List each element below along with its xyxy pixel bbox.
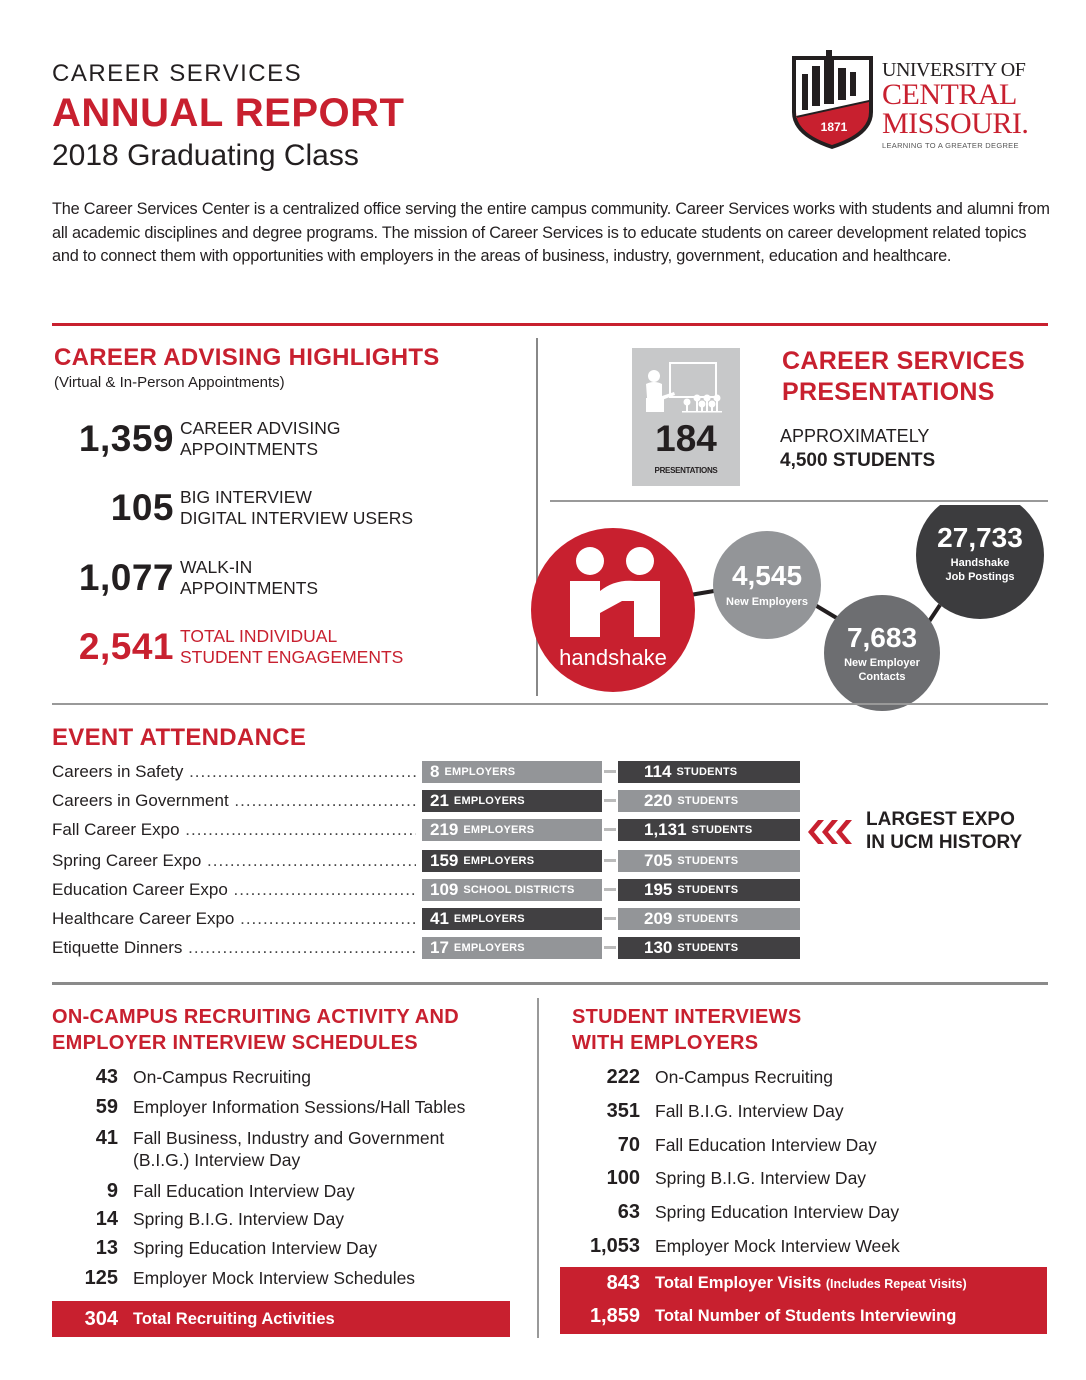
interview-item [560, 1201, 899, 1223]
item-label-line: Employer Information Sessions/Hall Tables [133, 1097, 466, 1117]
employers-unit: EMPLOYERS [453, 913, 525, 925]
interview-item [560, 1134, 877, 1156]
stat-walk-in-appointments [52, 557, 318, 599]
interviews-title-line: WITH EMPLOYERS [572, 1032, 759, 1054]
logo-wordmark [882, 60, 1062, 151]
students-bar [618, 937, 800, 959]
item-label-line: Fall Education Interview Day [133, 1181, 355, 1201]
item-value: 63 [617, 1201, 640, 1223]
total-label: Total Recruiting Activities [133, 1310, 335, 1328]
stat-value: 1,077 [78, 557, 174, 598]
employers-bar [422, 937, 602, 959]
item-label [133, 1267, 415, 1289]
event-row [52, 937, 812, 959]
item-label: Fall Education Interview Day [655, 1135, 877, 1155]
employers-bar [422, 790, 602, 812]
event-name [52, 937, 416, 959]
students-bar [618, 850, 800, 872]
interviews-total-bar [560, 1267, 1047, 1334]
new-contacts-value: 7,683 [846, 622, 918, 653]
item-label: Spring Education Interview Day [655, 1202, 900, 1222]
interview-item [560, 1066, 833, 1088]
stat-label [180, 487, 413, 529]
new-contacts-label-1: New Employer [844, 657, 920, 669]
recruiting-item [52, 1096, 465, 1118]
event-row [52, 879, 812, 901]
stat-value: 1,359 [78, 418, 174, 459]
item-label [133, 1096, 465, 1118]
students-value: 130 [644, 938, 673, 957]
new-contacts-label-2: Contacts [858, 671, 906, 683]
item-value: 43 [95, 1066, 118, 1088]
recruiting-item [52, 1066, 311, 1088]
report-kicker: CAREER SERVICES [52, 60, 303, 87]
section-divider [52, 982, 1048, 985]
event-attendance-title: EVENT ATTENDANCE [52, 724, 307, 751]
event-name [52, 790, 416, 812]
students-unit: STUDENTS [677, 913, 739, 925]
employers-bar [422, 908, 602, 930]
interview-item [560, 1235, 900, 1257]
stat-label-line: APPOINTMENTS [180, 578, 319, 598]
stat-label-line: BIG INTERVIEW [180, 487, 312, 507]
event-name-text: Careers in Safety [52, 762, 184, 781]
presentations-students: 4,500 STUDENTS [780, 450, 936, 471]
career-advising-subtitle: (Virtual & In-Person Appointments) [54, 374, 285, 391]
employers-value: 17 [430, 938, 449, 957]
stat-label [180, 418, 340, 460]
event-row [52, 761, 812, 783]
job-postings-value: 27,733 [937, 522, 1023, 553]
employers-unit: EMPLOYERS [463, 824, 535, 836]
new-contacts-circle [824, 595, 940, 711]
presentations-title-line: PRESENTATIONS [782, 378, 995, 406]
item-value: 351 [606, 1100, 640, 1122]
item-label-line: Fall Business, Industry and Government [133, 1128, 445, 1148]
note-line: LARGEST EXPO [866, 809, 1015, 830]
column-divider [537, 998, 539, 1338]
employers-value: 159 [430, 851, 459, 870]
students-unit: STUDENTS [676, 766, 738, 778]
interview-item [560, 1167, 866, 1189]
employers-bar [422, 850, 602, 872]
recruiting-item [52, 1237, 377, 1259]
students-bar [618, 761, 800, 783]
presentations-count: 184 [655, 418, 717, 459]
logo-year: 1871 [820, 120, 848, 134]
employers-unit: SCHOOL DISTRICTS [463, 884, 575, 896]
interviews-total-visits [560, 1272, 967, 1295]
interviews-title-line: STUDENT INTERVIEWS [572, 1006, 802, 1028]
employers-bar [422, 819, 602, 841]
total-label [655, 1272, 967, 1295]
recruiting-total-bar [52, 1301, 510, 1337]
recruiting-total [52, 1308, 335, 1330]
new-employers-value: 4,545 [731, 560, 803, 591]
stat-label-line: STUDENT ENGAGEMENTS [180, 647, 404, 667]
recruiting-item [52, 1208, 344, 1230]
logo-tagline: LEARNING TO A GREATER DEGREE [882, 141, 1019, 150]
employers-value: 109 [430, 880, 459, 899]
stat-value: 2,541 [78, 626, 174, 667]
total-value: 843 [606, 1272, 640, 1294]
presentations-approx: APPROXIMATELY [780, 426, 930, 446]
item-value: 13 [95, 1237, 118, 1259]
connector-dash [604, 799, 616, 802]
employers-value: 8 [430, 762, 440, 781]
interview-item [560, 1100, 844, 1122]
event-name-text: Careers in Government [52, 791, 229, 810]
item-value: 100 [606, 1167, 640, 1189]
chevrons-left-icon [806, 818, 856, 846]
employers-value: 21 [430, 791, 449, 810]
stat-label-line: APPOINTMENTS [180, 439, 319, 459]
employers-unit: EMPLOYERS [444, 766, 516, 778]
event-name [52, 850, 416, 872]
event-name-text: Healthcare Career Expo [52, 909, 235, 928]
item-value: 59 [95, 1096, 118, 1118]
logo-university-of: UNIVERSITY OF [882, 59, 1026, 81]
presenter-classroom-icon [632, 348, 740, 418]
employers-unit: EMPLOYERS [463, 855, 535, 867]
students-unit: STUDENTS [677, 942, 739, 954]
item-label: Fall B.I.G. Interview Day [655, 1101, 844, 1121]
presentations-title-line: CAREER SERVICES [782, 347, 1025, 375]
event-name [52, 879, 416, 901]
students-unit: STUDENTS [677, 884, 739, 896]
employers-bar [422, 879, 602, 901]
employers-unit: EMPLOYERS [453, 795, 525, 807]
students-value: 209 [644, 909, 673, 928]
career-advising-title: CAREER ADVISING HIGHLIGHTS [54, 344, 440, 371]
employers-unit: EMPLOYERS [453, 942, 525, 954]
connector-dash [604, 917, 616, 920]
event-name-text: Etiquette Dinners [52, 938, 183, 957]
item-label [133, 1127, 444, 1171]
logo-missouri: MISSOURI. [882, 107, 1029, 140]
students-unit: STUDENTS [677, 855, 739, 867]
total-value: 304 [84, 1308, 118, 1330]
item-value: 222 [606, 1066, 640, 1088]
item-label [133, 1180, 355, 1202]
students-unit: STUDENTS [691, 824, 753, 836]
presentations-count-label: PRESENTATIONS [654, 466, 718, 475]
students-value: 220 [644, 791, 673, 810]
event-row [52, 908, 812, 930]
largest-expo-note [866, 808, 1022, 854]
connector-dash [604, 888, 616, 891]
students-bar [618, 790, 800, 812]
employers-value: 41 [430, 909, 449, 928]
stat-label [180, 626, 403, 668]
students-unit: STUDENTS [677, 795, 739, 807]
students-bar [618, 879, 800, 901]
divider [550, 500, 1048, 502]
employers-bar [422, 761, 602, 783]
connector-dash [604, 946, 616, 949]
connector-dash [604, 859, 616, 862]
logo-central: CENTRAL [882, 78, 1017, 111]
recruiting-item [52, 1267, 415, 1289]
item-value: 125 [84, 1267, 118, 1289]
total-label-note: (Includes Repeat Visits) [825, 1277, 967, 1291]
recruiting-item [52, 1127, 444, 1171]
university-shield-icon [790, 50, 875, 150]
interviews-total-students [560, 1305, 956, 1327]
event-row [52, 850, 812, 872]
item-label: Employer Mock Interview Week [655, 1236, 900, 1256]
item-label-line: Spring B.I.G. Interview Day [133, 1209, 345, 1229]
event-name [52, 761, 416, 783]
students-value: 114 [644, 762, 672, 781]
event-name-text: Education Career Expo [52, 880, 228, 899]
item-label-line: Employer Mock Interview Schedules [133, 1268, 416, 1288]
handshake-brand: handshake [559, 645, 667, 670]
report-title: ANNUAL REPORT [52, 91, 405, 135]
item-value: 14 [95, 1208, 118, 1230]
item-label-line: On-Campus Recruiting [133, 1067, 311, 1087]
item-label: On-Campus Recruiting [655, 1067, 833, 1087]
event-name [52, 819, 416, 841]
new-employers-label: New Employers [726, 596, 808, 608]
stat-value: 105 [110, 487, 174, 528]
connector-dash [604, 770, 616, 773]
intro-paragraph: The Career Services Center is a centralized office serving the entire campus community. Career Services works with students and alumni from all academic disciplines and degree programs. The mission of Career Services is to educate students on career development related topics and to connect them with opportunities with employers in the areas of business, industry, government, education and healthcare. [52, 200, 1050, 265]
item-value: 9 [106, 1180, 118, 1202]
section-divider [52, 323, 1048, 326]
handshake-stats-graphic [530, 505, 1060, 715]
stat-big-interview-users [52, 487, 413, 529]
total-label: Total Number of Students Interviewing [655, 1307, 957, 1325]
ucm-logo [790, 50, 1070, 165]
item-label [133, 1237, 377, 1259]
event-name [52, 908, 416, 930]
divider [52, 703, 1048, 705]
recruiting-title-line: ON-CAMPUS RECRUITING ACTIVITY AND [52, 1006, 459, 1028]
stat-label-line: CAREER ADVISING [180, 418, 341, 438]
stat-label-line: WALK-IN [180, 557, 253, 577]
job-postings-label-1: Handshake [950, 557, 1010, 569]
total-value: 1,859 [589, 1305, 640, 1327]
presentations-badge [632, 348, 740, 486]
item-label [133, 1066, 311, 1088]
students-value: 705 [644, 851, 673, 870]
note-line: IN UCM HISTORY [866, 832, 1023, 853]
students-value: 195 [644, 880, 673, 899]
report-subtitle: 2018 Graduating Class [52, 139, 359, 172]
recruiting-item [52, 1180, 355, 1202]
stat-label-line: TOTAL INDIVIDUAL [180, 626, 338, 646]
item-value: 41 [95, 1127, 118, 1149]
stat-label-line: DIGITAL INTERVIEW USERS [180, 508, 414, 528]
students-value: 1,131 [644, 820, 687, 839]
stat-total-engagements [52, 626, 403, 668]
event-row [52, 790, 812, 812]
item-value: 70 [617, 1134, 640, 1156]
item-value: 1,053 [589, 1235, 640, 1257]
item-label-line: Spring Education Interview Day [133, 1238, 378, 1258]
presentations-title [782, 346, 1025, 408]
stat-label [180, 557, 318, 599]
connector-dash [604, 828, 616, 831]
total-label-text: Total Employer Visits [655, 1274, 822, 1292]
event-row [52, 819, 812, 841]
item-label [133, 1208, 344, 1230]
students-bar [618, 819, 800, 841]
event-name-text: Spring Career Expo [52, 851, 202, 870]
job-postings-label-2: Job Postings [945, 571, 1015, 583]
recruiting-title-line: EMPLOYER INTERVIEW SCHEDULES [52, 1032, 418, 1054]
item-label: Spring B.I.G. Interview Day [655, 1168, 867, 1188]
students-bar [618, 908, 800, 930]
employers-value: 219 [430, 820, 459, 839]
recruiting-title [52, 1004, 459, 1056]
event-name-text: Fall Career Expo [52, 820, 180, 839]
interviews-title [572, 1004, 802, 1056]
stat-advising-appointments [52, 418, 340, 460]
item-label-line: (B.I.G.) Interview Day [133, 1150, 301, 1170]
